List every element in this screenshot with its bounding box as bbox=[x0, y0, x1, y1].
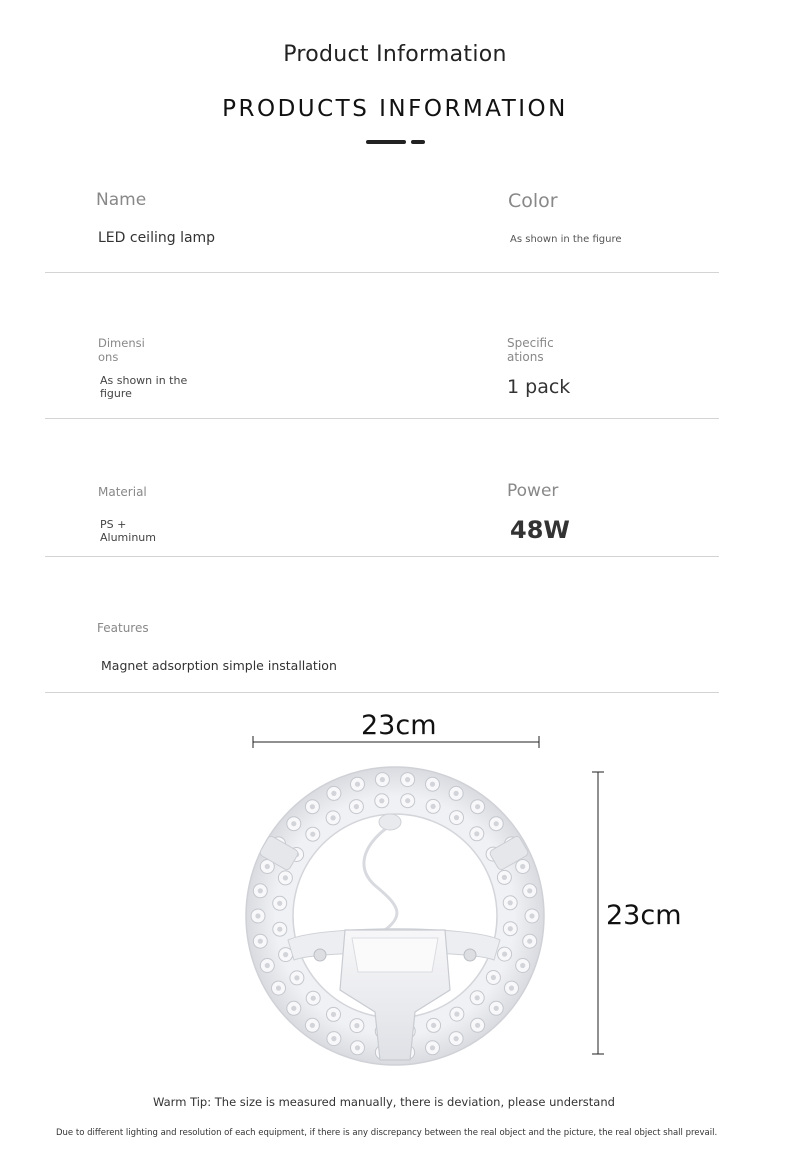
specifications-value: 1 pack bbox=[507, 376, 571, 398]
features-value: Magnet adsorption simple installation bbox=[101, 658, 337, 673]
color-value: As shown in the figure bbox=[510, 234, 622, 245]
dimensions-label: Dimensi ons bbox=[98, 336, 145, 364]
power-value: 48W bbox=[510, 516, 570, 544]
section-heading: PRODUCTS INFORMATION bbox=[222, 96, 568, 122]
color-label: Color bbox=[508, 190, 558, 212]
warm-tip: Warm Tip: The size is measured manually, there is deviation, please understand bbox=[153, 1095, 615, 1109]
page-title: Product Information bbox=[283, 42, 507, 67]
material-label: Material bbox=[98, 485, 147, 499]
disclaimer: Due to different lighting and resolution of each equipment, if there is any discrepancy between the real object and the picture, the real object shall prevail. bbox=[56, 1128, 718, 1138]
dimensions-value: As shown in the figure bbox=[100, 374, 188, 400]
features-label: Features bbox=[97, 621, 149, 635]
power-label: Power bbox=[507, 481, 559, 501]
width-measure-line bbox=[253, 736, 539, 748]
led-ring-module-icon bbox=[246, 767, 544, 1065]
name-value: LED ceiling lamp bbox=[98, 230, 216, 246]
width-dimension-label: 23cm bbox=[361, 710, 437, 741]
name-label: Name bbox=[96, 190, 147, 210]
specifications-label: Specific ations bbox=[507, 336, 554, 364]
height-dimension-label: 23cm bbox=[606, 900, 682, 931]
material-value: PS + Aluminum bbox=[100, 518, 156, 544]
height-measure-line bbox=[592, 772, 604, 1054]
